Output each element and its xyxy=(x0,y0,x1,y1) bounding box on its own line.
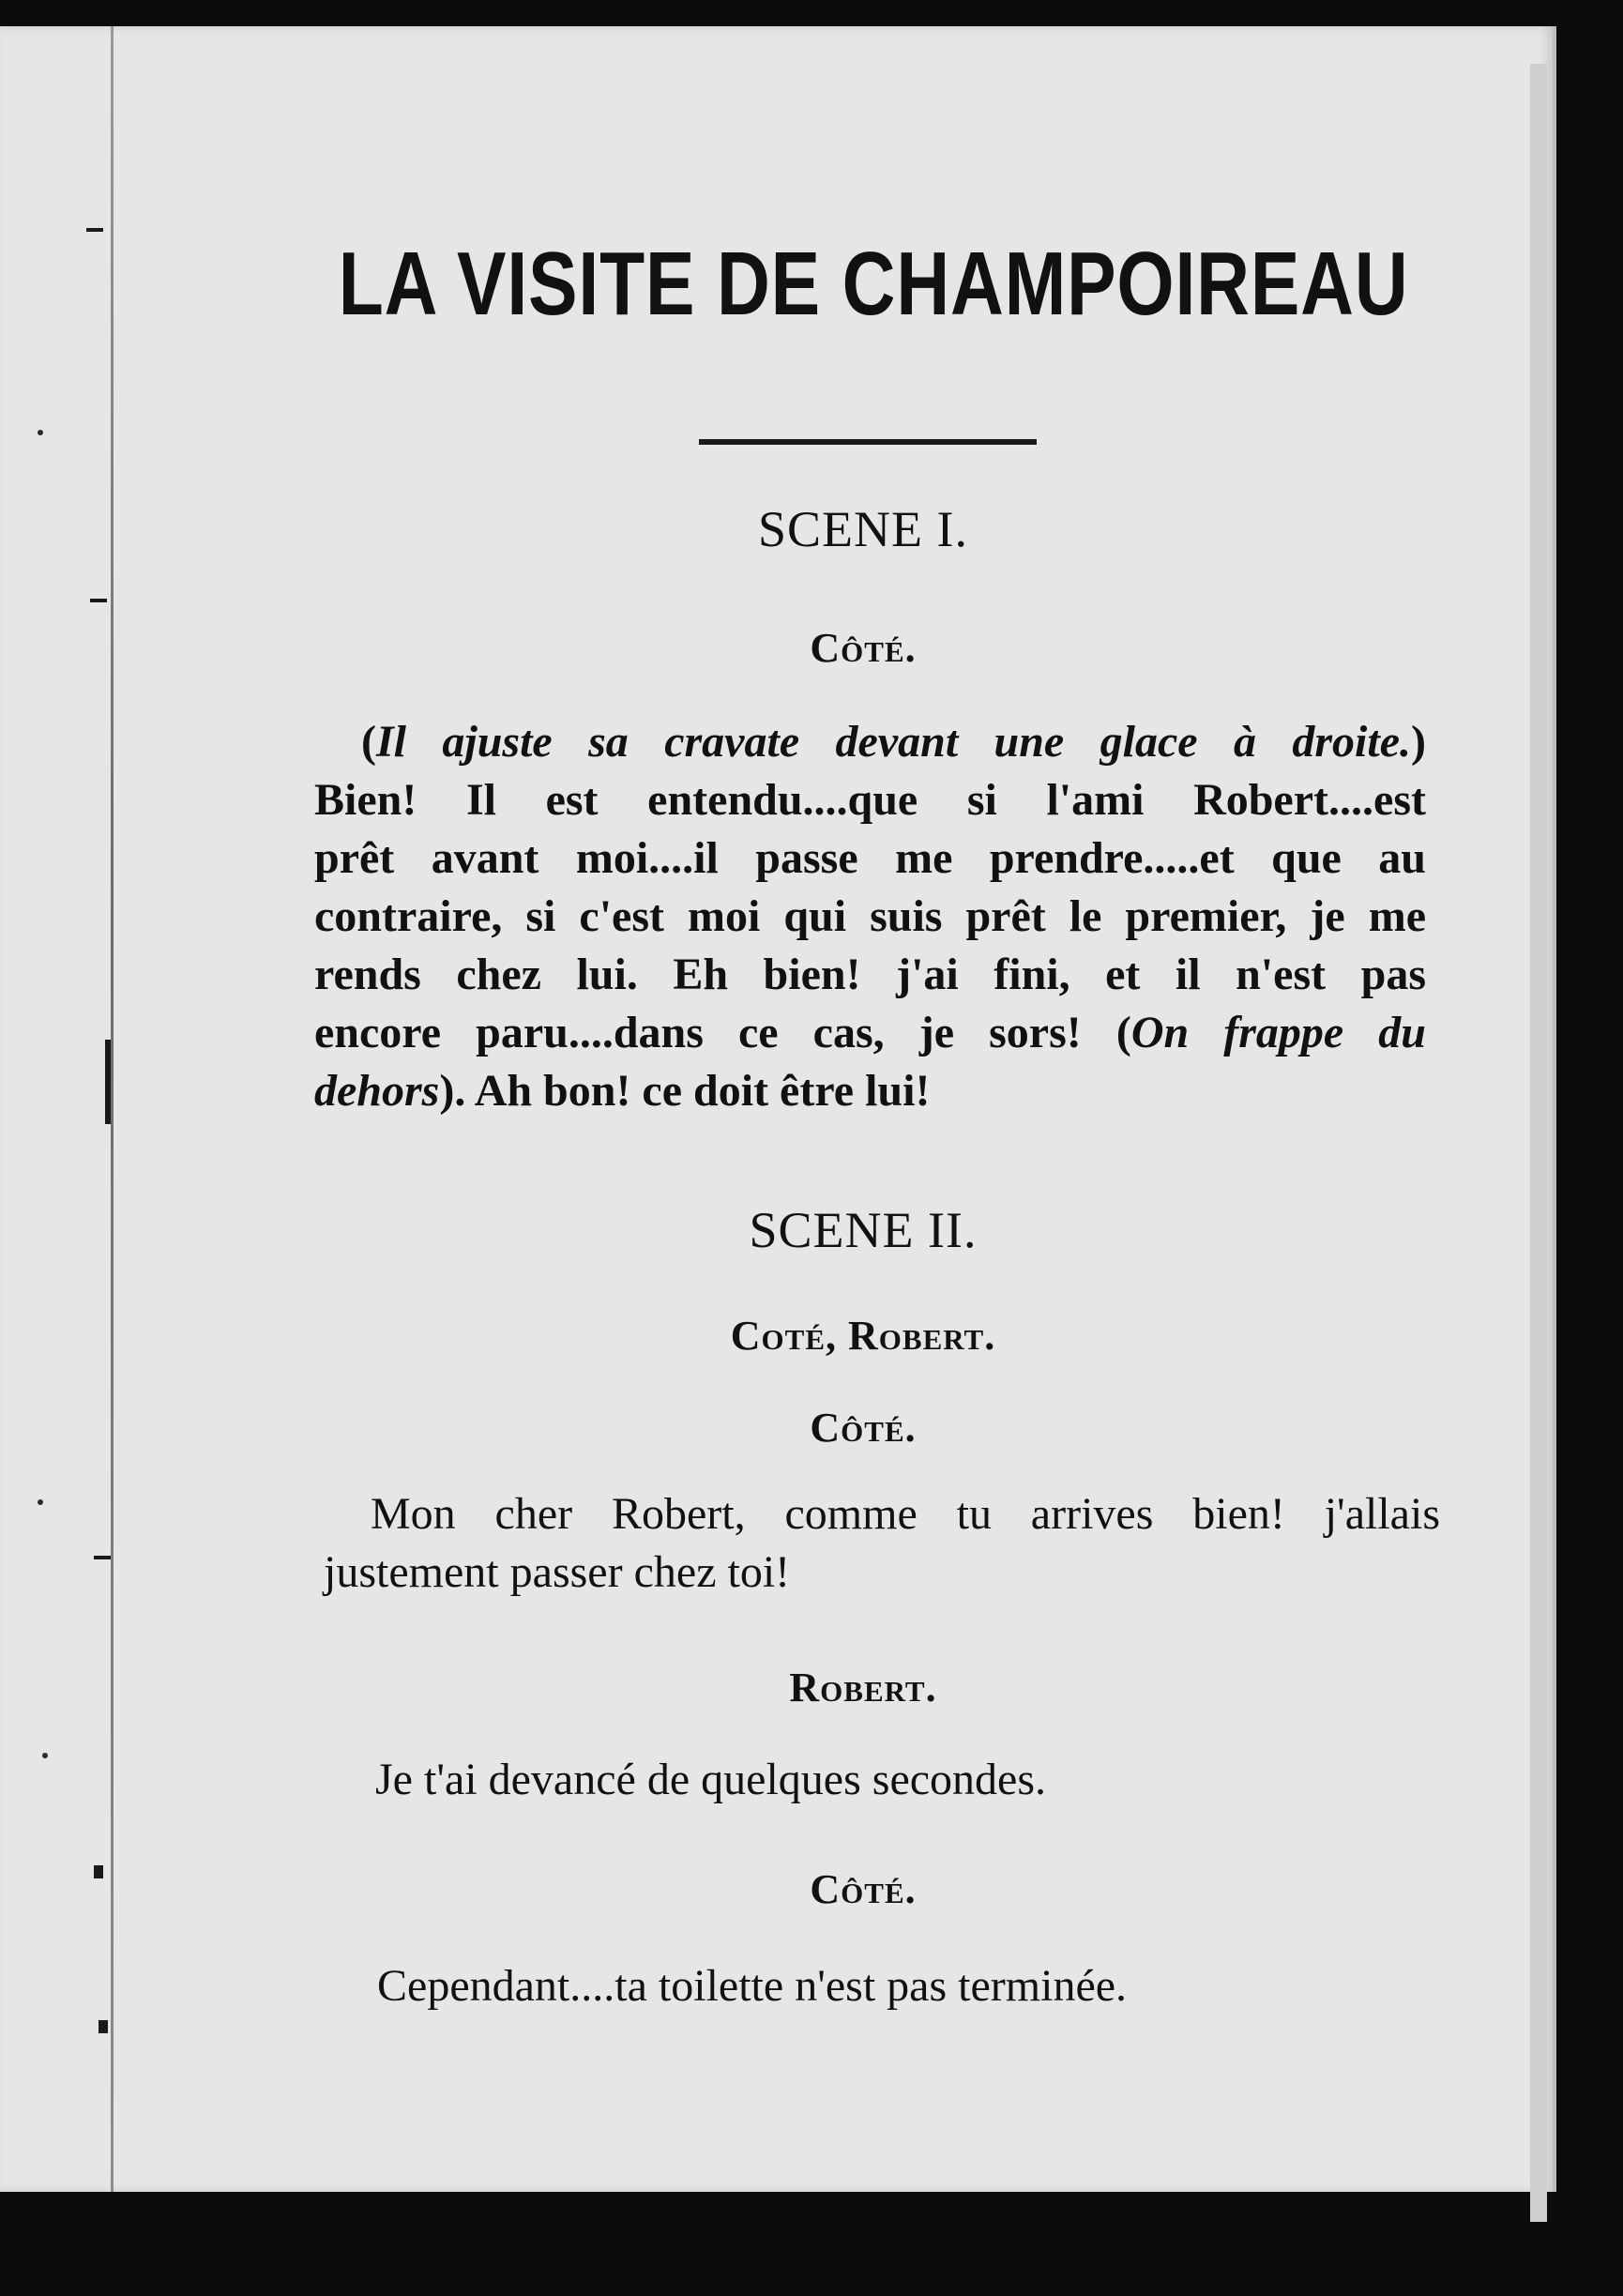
binding-mark xyxy=(99,2020,108,2033)
monologue-line xyxy=(314,888,1426,946)
title-rule xyxy=(699,439,1037,445)
scene-2-dialogue-3: Cependant....ta toilette n'est pas terminée. xyxy=(377,1961,1128,2011)
monologue-line xyxy=(314,829,1426,888)
monologue-text: rends chez lui. Eh bien! j'ai fini, et il n'est pas xyxy=(314,950,1426,999)
monologue-text: ). Ah bon! ce doit être lui! xyxy=(439,1066,931,1116)
page-title: LA VISITE DE CHAMPOIREAU xyxy=(338,234,1409,334)
book-page xyxy=(0,26,1556,2192)
speck xyxy=(38,1499,43,1505)
binding-mark xyxy=(105,1040,111,1124)
speck xyxy=(42,1753,48,1758)
scene-2-characters: Coté, Robert. xyxy=(730,1313,996,1359)
scene-1-heading: SCENE I. xyxy=(758,501,968,557)
stage-direction: dehors xyxy=(314,1066,440,1116)
scene-2-speaker-3: Côté. xyxy=(810,1866,917,1912)
monologue-line xyxy=(314,946,1426,1004)
monologue-text: Bien! Il est entendu....que si l'ami Robert....est xyxy=(314,775,1426,825)
page-gutter xyxy=(111,26,114,2192)
monologue-text: encore paru....dans ce cas, je sors! ( xyxy=(314,1008,1131,1057)
monologue-line xyxy=(314,1004,1426,1062)
monologue-line xyxy=(314,1062,1426,1120)
monologue-text: ( xyxy=(361,717,376,767)
scene-2-speaker-1: Côté. xyxy=(810,1405,917,1451)
scene-2-speaker-2: Robert. xyxy=(789,1665,937,1711)
binding-mark xyxy=(90,599,107,602)
scene-1-monologue xyxy=(314,713,1426,1120)
scene-1-speaker: Côté. xyxy=(810,625,917,671)
page-edge xyxy=(1530,64,1547,2222)
scene-2-dialogue-2: Je t'ai devancé de quelques secondes. xyxy=(375,1755,1047,1804)
monologue-text: contraire, si c'est moi qui suis prêt le premier, je me xyxy=(314,891,1426,941)
stage-direction: On frappe du xyxy=(1130,1008,1426,1057)
dialogue-line: Mon cher Robert, comme tu arrives bien! j'allais xyxy=(371,1489,1440,1539)
binding-mark xyxy=(94,1865,103,1878)
binding-mark xyxy=(86,228,103,232)
monologue-text: prêt avant moi....il passe me prendre.....et que au xyxy=(314,833,1426,883)
scene-2-heading: SCENE II. xyxy=(749,1202,978,1258)
monologue-line xyxy=(314,771,1426,829)
monologue-line xyxy=(314,713,1426,771)
stage-direction: Il ajuste sa cravate devant une glace à droite. xyxy=(375,717,1412,767)
dialogue-line: justement passer chez toi! xyxy=(324,1547,791,1597)
scene-2-dialogue-1 xyxy=(324,1485,1440,1602)
binding-mark xyxy=(94,1556,111,1559)
monologue-text: ) xyxy=(1411,717,1426,767)
speck xyxy=(38,430,43,435)
